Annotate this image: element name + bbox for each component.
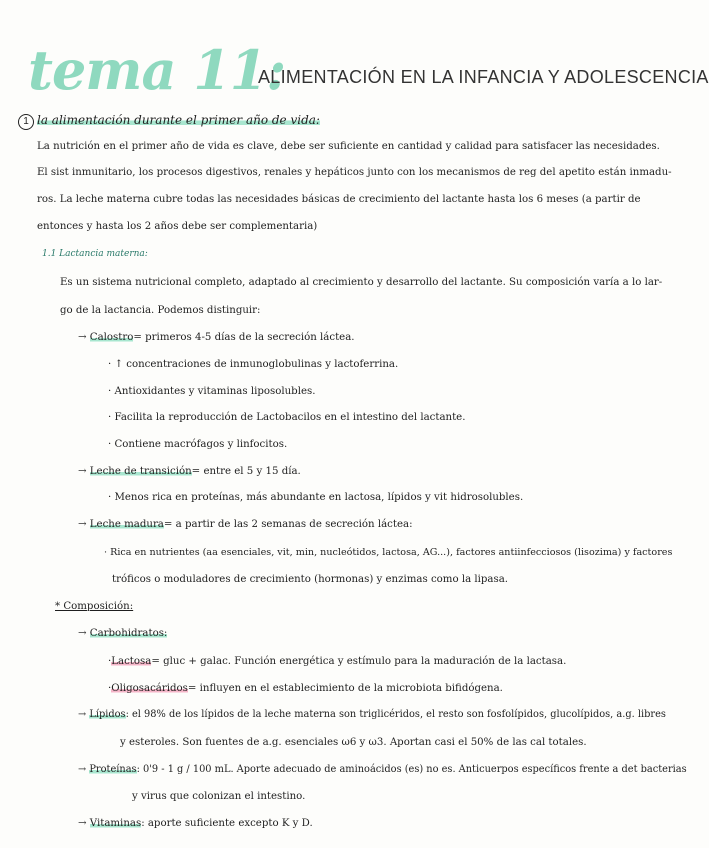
madura-item: · Rica en nutrientes (aa esenciales, vit, min, nucleótidos, lactosa, AG...), factores antiinfecciosos (lisozima) y factores: [104, 547, 673, 558]
calostro-item: · Antioxidantes y vitaminas liposolubles.: [108, 386, 316, 397]
transicion-heading: → Leche de transición= entre el 5 y 15 día.: [78, 466, 301, 477]
lactancia-line: go de la lactancia. Podemos distinguir:: [60, 305, 261, 316]
madura-heading: → Leche madura= a partir de las 2 semanas de secreción láctea:: [78, 519, 413, 530]
calostro-heading: → Calostro= primeros 4-5 días de la secreción láctea.: [78, 332, 355, 343]
page-subtitle: ALIMENTACIÓN EN LA INFANCIA Y ADOLESCENCIA: [258, 67, 709, 87]
vitaminas-line: → Vitaminas: aporte suficiente excepto K y D.: [78, 818, 313, 829]
calostro-item: · ↑ concentraciones de inmunoglobulinas y lactoferrina.: [108, 359, 399, 370]
transicion-item: · Menos rica en proteínas, más abundante en lactosa, lípidos y vit hidrosolubles.: [108, 492, 524, 503]
madura-item: tróficos o moduladores de crecimiento (hormonas) y enzimas como la lipasa.: [112, 574, 509, 585]
arrow-icon: →: [78, 628, 87, 639]
lactancia-line: Es un sistema nutricional completo, adaptado al crecimiento y desarrollo del lactante. Su composición varía a lo lar-: [60, 277, 663, 288]
lipidos-line: → Lípidos: el 98% de los lípidos de la leche materna son triglicéridos, el resto son fosfolípidos, glucolípidos, a.g. libres: [78, 709, 666, 720]
arrow-icon: →: [78, 764, 87, 775]
intro-line: entonces y hasta los 2 años debe ser complementaria): [37, 221, 318, 232]
intro-line: La nutrición en el primer año de vida es clave, debe ser suficiente en cantidad y calidad para satisfacer las necesidades.: [37, 141, 660, 152]
composicion-heading: * Composición:: [55, 601, 134, 612]
arrow-icon: →: [78, 818, 87, 829]
proteinas-line-2: y virus que colonizan el intestino.: [132, 791, 306, 802]
carbohidratos-heading: → Carbohidratos:: [78, 628, 168, 639]
page-title: tema 11:: [28, 38, 286, 102]
arrow-icon: →: [78, 519, 87, 530]
lactosa-line: ·Lactosa= gluc + galac. Función energética y estímulo para la maduración de la lactasa.: [108, 656, 567, 667]
lipidos-line-2: y esteroles. Son fuentes de a.g. esenciales ω6 y ω3. Aportan casi el 50% de las cal totales.: [120, 737, 587, 748]
section-number: 1: [18, 114, 34, 130]
intro-line: ros. La leche materna cubre todas las necesidades básicas de crecimiento del lactante hasta los 6 meses (a partir de: [37, 194, 641, 205]
oligosacaridos-line: ·Oligosacáridos= influyen en el establecimiento de la microbiota bifidógena.: [108, 683, 503, 694]
arrow-icon: →: [78, 466, 87, 477]
intro-line: El sist inmunitario, los procesos digestivos, renales y hepáticos junto con los mecanismos de reg del apetito están inmadu-: [37, 167, 672, 178]
subsection-title: 1.1 Lactancia materna:: [42, 249, 148, 259]
calostro-item: · Contiene macrófagos y linfocitos.: [108, 439, 288, 450]
arrow-icon: →: [78, 709, 87, 720]
calostro-item: · Facilita la reproducción de Lactobacilos en el intestino del lactante.: [108, 412, 466, 423]
arrow-icon: →: [78, 332, 87, 343]
section-title: la alimentación durante el primer año de vida:: [37, 113, 320, 127]
proteinas-line: → Proteínas: 0'9 - 1 g / 100 mL. Aporte adecuado de aminoácidos (es) no es. Anticuerpos específicos frente a det bacterias: [78, 764, 687, 775]
